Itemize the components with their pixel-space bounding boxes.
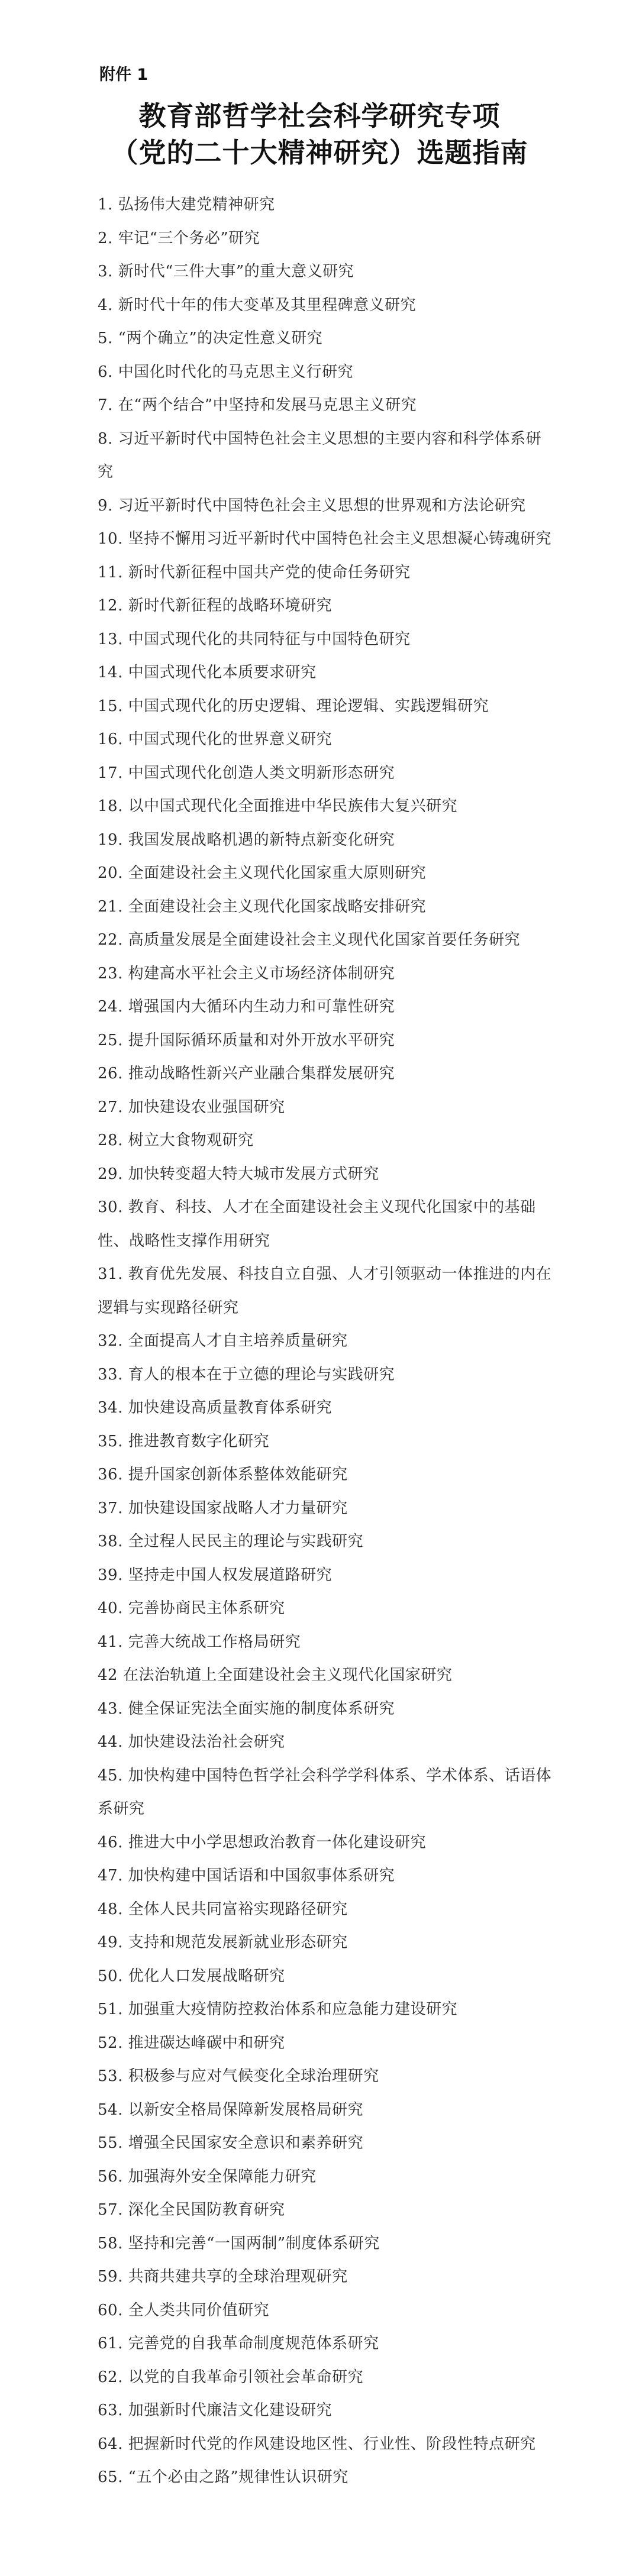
topic-list — [98, 188, 553, 2494]
document-title-line-2: （党的二十大精神研究）选题指南 — [111, 137, 528, 169]
topic-item: 18. 以中国式现代化全面推进中华民族伟大复兴研究 — [98, 797, 458, 815]
topic-item: 63. 加强新时代廉洁文化建设研究 — [98, 2402, 333, 2419]
topic-item: 15. 中国式现代化的历史逻辑、理论逻辑、实践逻辑研究 — [98, 697, 489, 715]
topic-item: 47. 加快构建中国话语和中国叙事体系研究 — [98, 1867, 395, 1885]
topic-item: 16. 中国式现代化的世界意义研究 — [98, 731, 333, 748]
topic-item: 23. 构建高水平社会主义市场经济体制研究 — [98, 964, 395, 982]
topic-item: 44. 加快建设法治社会研究 — [98, 1733, 285, 1751]
topic-item: 17. 中国式现代化创造人类文明新形态研究 — [98, 764, 395, 782]
topic-item: 25. 提升国际循环质量和对外开放水平研究 — [98, 1031, 395, 1049]
topic-item: 3. 新时代“三件大事”的重大意义研究 — [98, 263, 354, 280]
topic-item: 2. 牢记“三个务必”研究 — [98, 229, 260, 247]
topic-item: 55. 增强全民国家安全意识和素养研究 — [98, 2134, 364, 2152]
topic-item: 49. 支持和规范发展新就业形态研究 — [98, 1934, 348, 1951]
topic-item: 43. 健全保证宪法全面实施的制度体系研究 — [98, 1699, 395, 1718]
topic-item: 11. 新时代新征程中国共产党的使命任务研究 — [98, 563, 411, 581]
topic-item: 65. “五个必由之路”规律性认识研究 — [98, 2468, 348, 2486]
topic-item: 8. 习近平新时代中国特色社会主义思想的主要内容和科学体系研究 — [98, 429, 542, 481]
topic-item: 5. “两个确立”的决定性意义研究 — [98, 329, 323, 347]
topic-item: 54. 以新安全格局保障新发展格局研究 — [98, 2100, 364, 2119]
topic-item: 51. 加强重大疫情防控救治体系和应急能力建设研究 — [98, 2000, 458, 2018]
topic-item: 46. 推进大中小学思想政治教育一体化建设研究 — [98, 1833, 427, 1851]
topic-item: 32. 全面提高人才自主培养质量研究 — [98, 1332, 348, 1350]
topic-item: 7. 在“两个结合”中坚持和发展马克思主义研究 — [98, 396, 417, 414]
topic-item: 6. 中国化时代化的马克思主义行研究 — [98, 363, 354, 381]
topic-item: 20. 全面建设社会主义现代化国家重大原则研究 — [98, 864, 427, 882]
topic-item: 1. 弘扬伟大建党精神研究 — [98, 196, 275, 214]
topic-item: 64. 把握新时代党的作风建设地区性、行业性、阶段性特点研究 — [98, 2435, 536, 2453]
topic-item: 21. 全面建设社会主义现代化国家战略安排研究 — [98, 897, 427, 916]
topic-item: 4. 新时代十年的伟大变革及其里程碑意义研究 — [98, 296, 417, 314]
topic-item: 31. 教育优先发展、科技自立自强、人才引领驱动一体推进的内在逻辑与实现路径研究 — [98, 1265, 552, 1317]
topic-item: 28. 树立大食物观研究 — [98, 1132, 254, 1149]
topic-item: 38. 全过程人民民主的理论与实践研究 — [98, 1533, 364, 1550]
topic-item: 48. 全体人民共同富裕实现路径研究 — [98, 1900, 348, 1918]
topic-item: 45. 加快构建中国特色哲学社会科学学科体系、学术体系、话语体系研究 — [98, 1766, 552, 1818]
topic-item: 34. 加快建设高质量教育体系研究 — [98, 1399, 333, 1417]
topic-item: 40. 完善协商民主体系研究 — [98, 1599, 285, 1617]
topic-item: 9. 习近平新时代中国特色社会主义思想的世界观和方法论研究 — [98, 496, 526, 515]
topic-item: 41. 完善大统战工作格局研究 — [98, 1633, 301, 1651]
topic-item: 52. 推进碳达峰碳中和研究 — [98, 2034, 285, 2052]
topic-item: 24. 增强国内大循环内生动力和可靠性研究 — [98, 998, 395, 1016]
topic-item: 13. 中国式现代化的共同特征与中国特色研究 — [98, 630, 411, 648]
topic-item: 12. 新时代新征程的战略环境研究 — [98, 597, 333, 615]
topic-item: 10. 坚持不懈用习近平新时代中国特色社会主义思想凝心铸魂研究 — [98, 530, 552, 548]
topic-item: 36. 提升国家创新体系整体效能研究 — [98, 1466, 348, 1483]
topic-item: 27. 加快建设农业强国研究 — [98, 1098, 285, 1116]
topic-item: 58. 坚持和完善“一国两制”制度体系研究 — [98, 2234, 380, 2252]
topic-item: 50. 优化人口发展战略研究 — [98, 1967, 285, 1985]
topic-item: 60. 全人类共同价值研究 — [98, 2301, 270, 2319]
topic-item: 59. 共商共建共享的全球治理观研究 — [98, 2268, 348, 2286]
document-title-line-1: 教育部哲学社会科学研究专项 — [138, 100, 501, 132]
topic-item: 22. 高质量发展是全面建设社会主义现代化国家首要任务研究 — [98, 931, 521, 949]
topic-item: 61. 完善党的自我革命制度规范体系研究 — [98, 2335, 379, 2352]
topic-item: 56. 加强海外安全保障能力研究 — [98, 2167, 317, 2186]
topic-item: 53. 积极参与应对气候变化全球治理研究 — [98, 2067, 379, 2085]
topic-item: 62. 以党的自我革命引领社会革命研究 — [98, 2368, 364, 2386]
topic-item: 57. 深化全民国防教育研究 — [98, 2201, 285, 2219]
topic-item: 26. 推动战略性新兴产业融合集群发展研究 — [98, 1065, 395, 1082]
topic-item: 14. 中国式现代化本质要求研究 — [98, 664, 317, 681]
topic-item: 39. 坚持走中国人权发展道路研究 — [98, 1566, 333, 1584]
attachment-label: 附件 1 — [99, 66, 149, 84]
topic-item: 29. 加快转变超大特大城市发展方式研究 — [98, 1165, 379, 1183]
topic-item: 33. 育人的根本在于立德的理论与实践研究 — [98, 1365, 395, 1384]
topic-item: 42 在法治轨道上全面建设社会主义现代化国家研究 — [98, 1666, 453, 1684]
topic-item: 37. 加快建设国家战略人才力量研究 — [98, 1499, 348, 1517]
topic-item: 30. 教育、科技、人才在全面建设社会主义现代化国家中的基础性、战略性支撑作用研究 — [98, 1198, 536, 1250]
topic-item: 19. 我国发展战略机遇的新特点新变化研究 — [98, 830, 395, 849]
topic-item: 35. 推进教育数字化研究 — [98, 1432, 270, 1450]
